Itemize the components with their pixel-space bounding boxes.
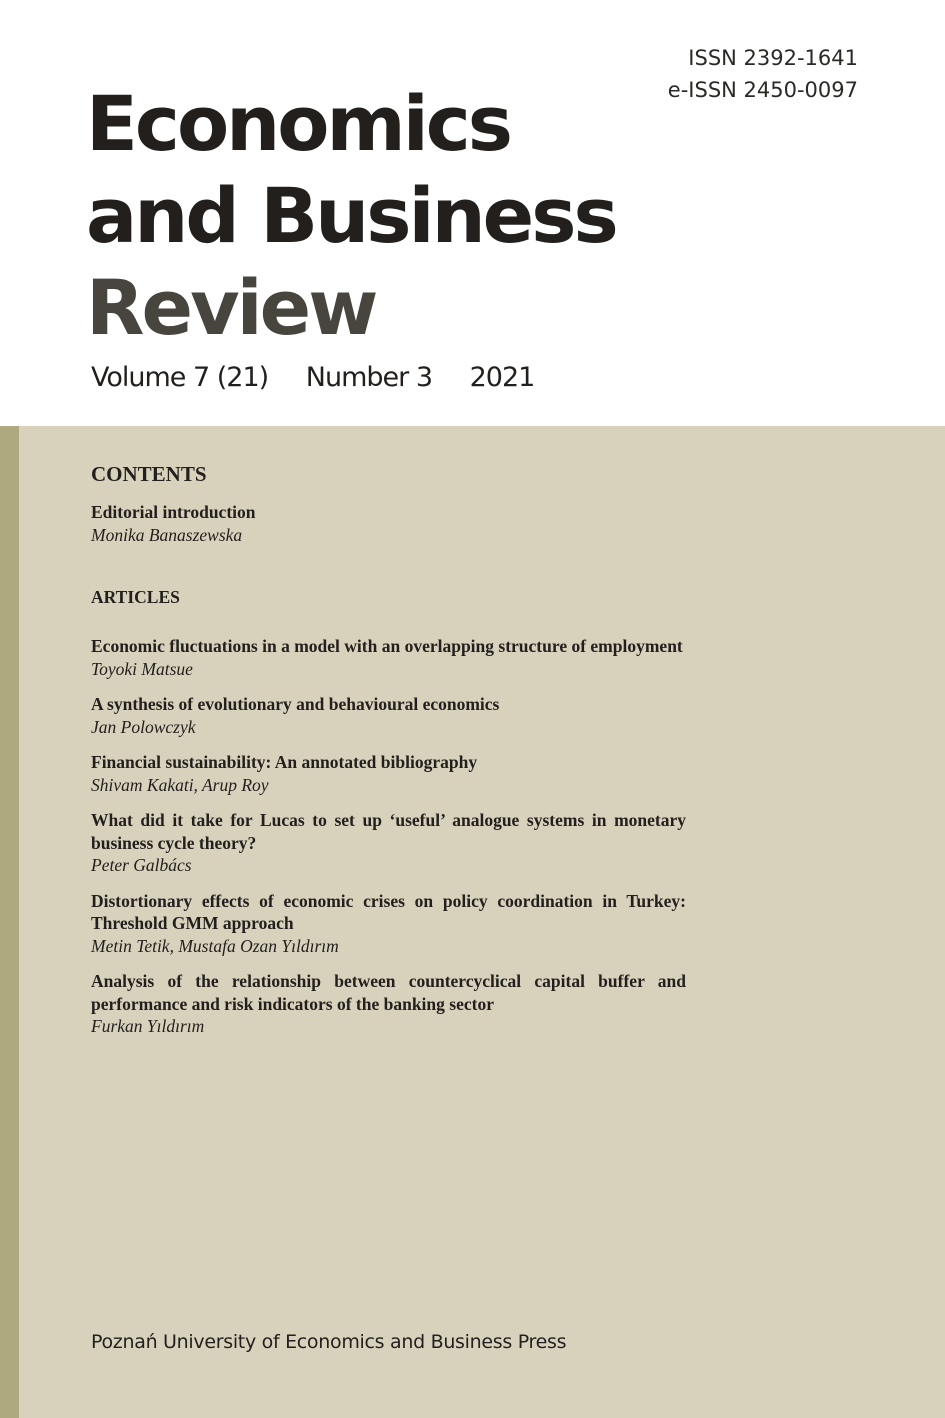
side-stripe	[0, 426, 19, 1418]
article-entry	[91, 970, 686, 1038]
issue-number: Number 3	[305, 362, 433, 393]
article-entry	[91, 751, 686, 796]
issn-block	[668, 42, 858, 106]
journal-title-line-2: and Business	[86, 171, 616, 260]
issn-print: ISSN 2392-1641	[688, 46, 858, 70]
editorial-entry	[91, 501, 686, 546]
articles-list	[91, 635, 686, 1038]
article-authors: Peter Galbács	[91, 855, 192, 875]
journal-title-line-1: Economics	[86, 79, 511, 168]
article-title: Financial sustainability: An annotated bibliography	[91, 752, 478, 772]
article-entry	[91, 635, 686, 680]
journal-title-line-3: Review	[86, 263, 376, 352]
contents-heading: CONTENTS	[91, 462, 207, 486]
cover-header	[0, 0, 945, 426]
article-entry	[91, 890, 686, 958]
issue-volume: Volume 7 (21)	[91, 362, 269, 393]
article-entry	[91, 693, 686, 738]
article-entry	[91, 809, 686, 877]
articles-heading: ARTICLES	[91, 587, 180, 607]
contents-panel	[0, 426, 945, 1418]
article-authors: Shivam Kakati, Arup Roy	[91, 774, 269, 795]
issue-info	[91, 362, 564, 393]
article-title: A synthesis of evolutionary and behavioural economics	[91, 694, 500, 714]
issn-online: e-ISSN 2450-0097	[667, 78, 858, 102]
article-authors: Furkan Yıldırım	[91, 1016, 205, 1036]
article-title: Economic fluctuations in a model with an overlapping structure of employment	[91, 636, 683, 656]
article-authors: Toyoki Matsue	[91, 658, 193, 679]
article-authors: Jan Polowczyk	[91, 716, 196, 737]
article-authors: Metin Tetik, Mustafa Ozan Yıldırım	[91, 935, 339, 956]
table-of-contents	[91, 461, 686, 1051]
editorial-author: Monika Banaszewska	[91, 524, 243, 545]
journal-title	[86, 78, 616, 354]
publisher-name: Poznań University of Economics and Business Press	[91, 1331, 567, 1353]
article-title: Distortionary effects of economic crises on policy coordination in Turkey: Threshold GMM approach	[91, 890, 686, 933]
article-title: What did it take for Lucas to set up ‘useful’ analogue systems in monetary business cycle theory?	[91, 810, 686, 853]
editorial-title: Editorial introduction	[91, 502, 256, 522]
article-title: Analysis of the relationship between countercyclical capital buffer and performance and risk indicators of the banking sector	[91, 971, 686, 1014]
issue-year: 2021	[469, 362, 535, 393]
